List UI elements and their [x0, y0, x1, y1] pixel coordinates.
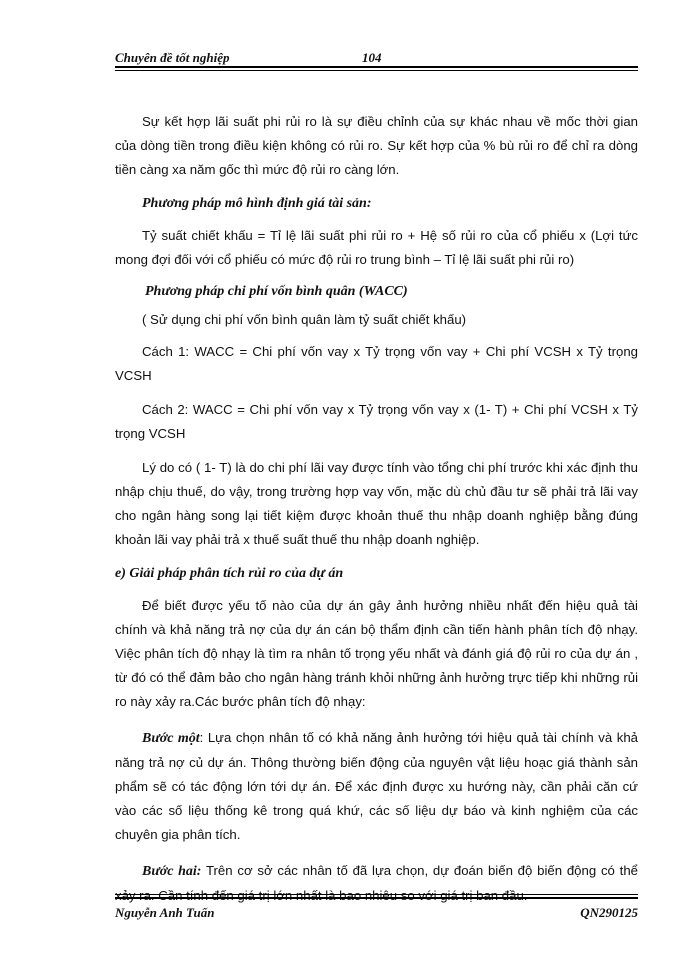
step-one-label: Bước một — [142, 731, 200, 746]
step-two-label: Bước hai: — [142, 864, 202, 879]
heading-asset-pricing: Phương pháp mô hình định giá tài sản: — [142, 196, 372, 211]
paragraph-1: Sự kết hợp lãi suất phi rủi ro là sự điều chỉnh của sự khác nhau về mốc thời gian của dòng tiền trong điều kiện không có rủi ro. Sự kết hợp của % bù rủi ro để chỉ ra dòng tiền càng xa năm gốc thì mức độ rủi ro càng lớn. — [115, 114, 638, 177]
page-footer — [115, 905, 638, 923]
footer-rule-thin — [115, 894, 638, 895]
header-rule-thin — [115, 70, 638, 71]
footer-code: QN290125 — [580, 905, 638, 920]
paragraph-3: ( Sử dụng chi phí vốn bình quân làm tỷ suất chiết khấu) — [142, 312, 467, 327]
footer-rule — [115, 897, 638, 899]
step-one — [115, 726, 638, 847]
step-one-text: : Lựa chọn nhân tố có khả năng ảnh hưởng tới hiệu quả tài chính và khả năng trả nợ củ dự án. Thông thường biến động của nguyên vật liệu hoạc giá thành sản phẩm sẽ có tác động lớn tới dự án. Để xác định được xu hướng này, cần phải căn cứ vào các số liệu thống kê trong quá khứ, các số liệu dự báo và kinh nghiệm của các chuyên gia phân tích. — [115, 730, 639, 842]
paragraph-2: Tỷ suất chiết khấu = Tỉ lệ lãi suất phi rủi ro + Hệ số rủi ro của cổ phiếu x (Lợi tức mong đợi đối với cổ phiếu có mức độ rủi ro trung bình – Tỉ lệ lãi suất phi rủi ro) — [115, 228, 638, 267]
paragraph-5: Cách 2: WACC = Chi phí vốn vay x Tỷ trọng vốn vay x (1- T) + Chi phí VCSH x Tỷ trọng VCSH — [115, 402, 638, 441]
footer-author: Nguyễn Anh Tuấn — [115, 905, 215, 920]
heading-risk-analysis: e) Giải pháp phân tích rủi ro của dự án — [115, 566, 344, 581]
header-rule — [115, 66, 638, 68]
page-number: 104 — [362, 50, 382, 65]
paragraph-7: Để biết được yếu tố nào của dự án gây ảnh hưởng nhiều nhất đến hiệu quả tài chính và khả năng trả nợ của dự án cán bộ thẩm định cần tiến hành phân tích độ nhạy. Việc phân tích độ nhạy là tìm ra nhân tố trọng yếu nhất và đánh giá độ rủi ro của dự án , từ đó có thể đảm bảo cho ngân hàng tránh khỏi những ảnh hưởng trực tiếp khi những rủi ro này xảy ra.Các bước phân tích độ nhạy: — [115, 598, 638, 709]
step-two — [115, 859, 638, 908]
step-two-text: Trên cơ sở các nhân tố đã lựa chọn, dự đoán biến độ biến động có thể xảy ra. Cần tính đến giá trị lớn nhất là bao nhiêu so với giá trị ban đầu. — [115, 863, 638, 903]
document-body — [115, 110, 638, 908]
paragraph-6: Lý do có ( 1- T) là do chi phí lãi vay được tính vào tổng chi phí trước khi xác định thu nhập chịu thuế, do vậy, trong trường hợp vay vốn, mặc dù chủ đầu tư sẽ phải trả lãi vay cho ngân hàng song lại tiết kiệm được khoản thuế thu nhập doanh nghiệp bằng đúng khoản lãi vay phải trả x thuế suất thuế thu nhập doanh nghiệp. — [115, 460, 638, 547]
paragraph-4: Cách 1: WACC = Chi phí vốn vay x Tỷ trọng vốn vay + Chi phí VCSH x Tỷ trọng VCSH — [115, 344, 638, 383]
heading-wacc: Phương pháp chi phí vốn bình quân (WACC) — [145, 284, 408, 299]
header-title: Chuyên đề tốt nghiệp — [115, 50, 230, 65]
